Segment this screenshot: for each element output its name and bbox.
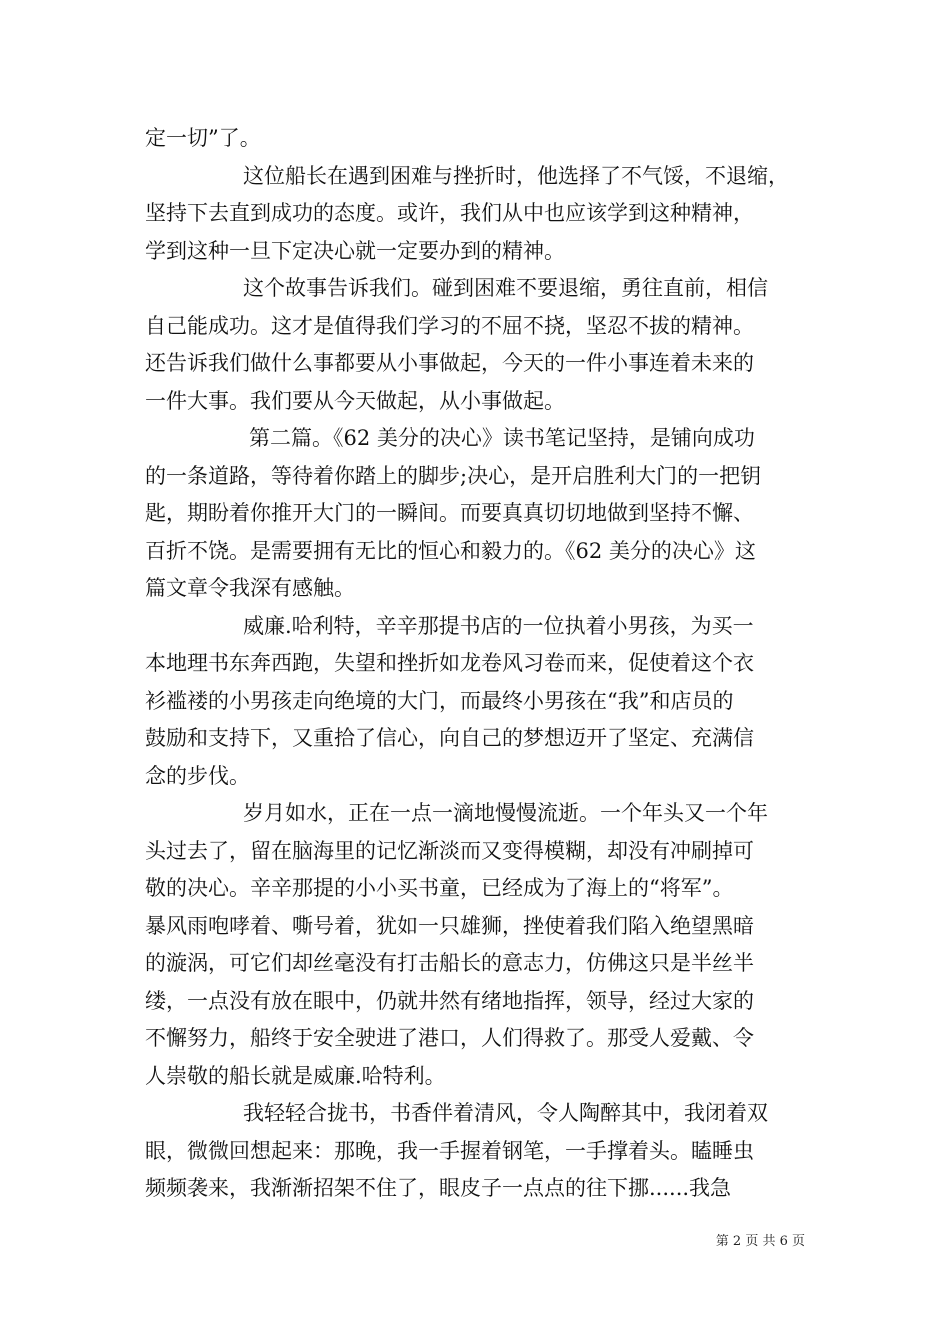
text-line: 定一切”了。 bbox=[145, 126, 261, 150]
page-number-footer: 第 2 页 共 6 页 bbox=[715, 1234, 805, 1249]
text-line: 眼，微微回想起来：那晚，我一手握着钢笔，一手撑着头。瞌睡虫 bbox=[145, 1138, 754, 1163]
text-line: 念的步伐。 bbox=[145, 763, 250, 788]
paragraph-start-line: 这个故事告诉我们。碰到困难不要退缩，勇往直前，相信 bbox=[243, 276, 768, 300]
text-line: 篇文章令我深有感触。 bbox=[145, 576, 355, 600]
text-line: 学到这种一旦下定决心就一定要办到的精神。 bbox=[145, 238, 565, 263]
paragraph-start-line: 威廉.哈利特，辛辛那提书店的一位执着小男孩，为买一 bbox=[243, 613, 754, 638]
text-line: 衫褴褛的小男孩走向绝境的大门，而最终小男孩在“我”和店员的 bbox=[145, 688, 734, 713]
text-line: 坚持下去直到成功的态度。或许，我们从中也应该学到这种精神， bbox=[145, 201, 754, 225]
text-line: 自己能成功。这才是值得我们学习的不屈不挠，坚忍不拔的精神。 bbox=[145, 313, 754, 338]
text-line: 的一条道路，等待着你踏上的脚步;决心，是开启胜利大门的一把钥 bbox=[145, 463, 762, 488]
paragraph-start-line: 这位船长在遇到困难与挫折时，他选择了不气馁，不退缩， bbox=[243, 163, 789, 188]
text-line: 敬的决心。辛辛那提的小小买书童，已经成为了海上的“将军”。 bbox=[145, 876, 734, 900]
text-line: 还告诉我们做什么事都要从小事做起，今天的一件小事连着未来的 bbox=[145, 351, 754, 375]
text-line: 匙，期盼着你推开大门的一瞬间。而要真真切切地做到坚持不懈、 bbox=[145, 501, 754, 525]
text-line: 本地理书东奔西跑，失望和挫折如龙卷风习卷而来，促使着这个衣 bbox=[145, 651, 754, 675]
text-line: 鼓励和支持下，又重拾了信心，向自己的梦想迈开了坚定、充满信 bbox=[145, 726, 754, 750]
text-line: 缕，一点没有放在眼中，仍就井然有绪地指挥，领导，经过大家的 bbox=[145, 988, 754, 1013]
text-line: 暴风雨咆哮着、嘶号着，犹如一只雄狮，挫使着我们陷入绝望黑暗 bbox=[145, 913, 754, 938]
text-line: 一件大事。我们要从今天做起，从小事做起。 bbox=[145, 388, 565, 413]
section-heading-line: 第二篇。《62 美分的决心》读书笔记坚持，是铺向成功 bbox=[249, 426, 755, 450]
document-body bbox=[145, 120, 810, 1208]
text-line: 头过去了，留在脑海里的记忆渐淡而又变得模糊，却没有冲刷掉可 bbox=[145, 838, 754, 863]
text-line: 人崇敬的船长就是威廉.哈特利。 bbox=[145, 1063, 446, 1088]
text-line: 百折不饶。是需要拥有无比的恒心和毅力的。《62 美分的决心》这 bbox=[145, 538, 756, 563]
paragraph-start-line: 岁月如水，正在一点一滴地慢慢流逝。一个年头又一个年 bbox=[243, 801, 768, 825]
text-line: 不懈努力，船终于安全驶进了港口，人们得救了。那受人爱戴、令 bbox=[145, 1026, 754, 1050]
text-line: 的漩涡，可它们却丝毫没有打击船长的意志力，仿佛这只是半丝半 bbox=[145, 951, 754, 975]
paragraph-start-line: 我轻轻合拢书，书香伴着清风，令人陶醉其中，我闭着双 bbox=[243, 1101, 768, 1125]
text-line: 频频袭来，我渐渐招架不住了，眼皮子一点点的往下挪......我急 bbox=[145, 1176, 732, 1200]
